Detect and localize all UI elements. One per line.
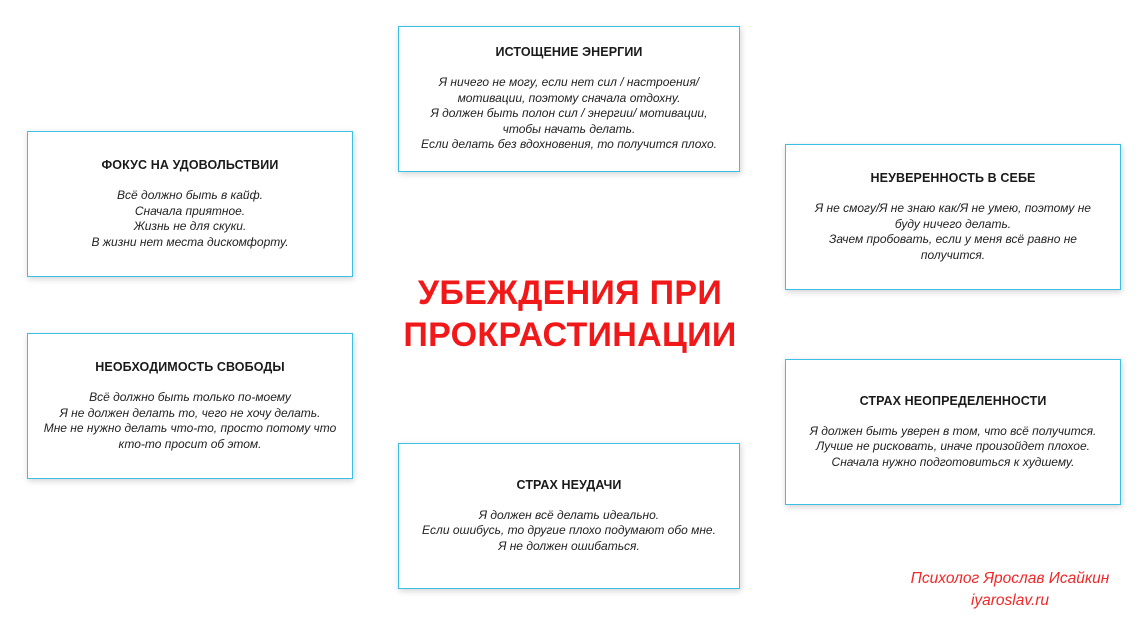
card-text-line: Сначала приятное. xyxy=(134,203,246,218)
card-need-for-freedom xyxy=(27,333,353,479)
card-text-line: Лучше не рисковать, иначе произойдет плохое. xyxy=(816,439,1090,454)
card-title: ФОКУС НА УДОВОЛЬСТВИИ xyxy=(101,158,279,172)
card-title: СТРАХ НЕОПРЕДЕЛЕННОСТИ xyxy=(859,393,1047,408)
card-text-line: кто-то просит об этом. xyxy=(118,436,262,451)
card-text-line: Всё должно быть только по-моему xyxy=(89,390,291,404)
card-text xyxy=(422,508,716,555)
card-self-doubt xyxy=(785,144,1121,290)
card-text-line: Я не смогу/Я не знаю как/Я не умею, поэтому не xyxy=(815,201,1091,215)
card-title: СТРАХ НЕУДАЧИ xyxy=(516,477,622,492)
page-title xyxy=(360,272,780,356)
author-credit xyxy=(880,568,1140,612)
card-text-line: В жизни нет места дискомфорту. xyxy=(91,234,289,249)
card-text xyxy=(815,201,1091,263)
card-text-line: Сначала нужно подготовиться к худшему. xyxy=(831,454,1075,469)
card-focus-on-pleasure xyxy=(27,131,353,277)
card-title: ИСТОЩЕНИЕ ЭНЕРГИИ xyxy=(495,45,643,60)
card-text-line: Я должен быть полон сил / энергии/ мотивации, xyxy=(430,106,708,121)
author-site: iyaroslav.ru xyxy=(970,592,1050,609)
card-text-line: Всё должно быть в кайф. xyxy=(117,188,263,202)
card-text-line: мотивации, поэтому сначала отдохну. xyxy=(457,90,681,105)
card-energy-depletion xyxy=(398,26,740,172)
card-title: НЕУВЕРЕННОСТЬ В СЕБЕ xyxy=(870,171,1036,185)
author-name: Психолог Ярослав Исайкин xyxy=(910,570,1110,587)
card-text-line: Зачем пробовать, если у меня всё равно не xyxy=(829,232,1077,246)
card-text-line: Я ничего не могу, если нет сил / настроения/ xyxy=(438,75,700,90)
card-text-line: Если делать без вдохновения, то получится плохо. xyxy=(421,137,717,152)
card-text-line: Если ошибусь, то другие плохо подумают обо мне. xyxy=(422,523,716,538)
card-text-line: Я не должен делать то, чего не хочу делать. xyxy=(59,405,321,420)
card-text-line: получится. xyxy=(920,247,986,262)
card-text xyxy=(421,75,717,153)
card-text-line: Жизнь не для скуки. xyxy=(133,219,247,233)
card-text xyxy=(44,390,337,452)
page-title-line-1: УБЕЖДЕНИЯ ПРИ xyxy=(417,274,723,312)
card-text xyxy=(91,188,288,250)
card-fear-of-uncertainty xyxy=(785,359,1121,505)
card-text xyxy=(810,424,1097,471)
card-text-line: Я должен всё делать идеально. xyxy=(478,507,660,522)
card-text-line: буду ничего делать. xyxy=(894,216,1012,231)
page-title-line-2: ПРОКРАСТИНАЦИИ xyxy=(403,316,737,354)
card-fear-of-failure xyxy=(398,443,740,589)
card-text-line: Я не должен ошибаться. xyxy=(498,538,640,553)
card-text-line: чтобы начать делать. xyxy=(502,121,636,136)
card-text-line: Я должен быть уверен в том, что всё получится. xyxy=(809,423,1097,438)
card-title: НЕОБХОДИМОСТЬ СВОБОДЫ xyxy=(95,360,285,374)
card-text-line: Мне не нужно делать что-то, просто потому что xyxy=(43,421,337,435)
